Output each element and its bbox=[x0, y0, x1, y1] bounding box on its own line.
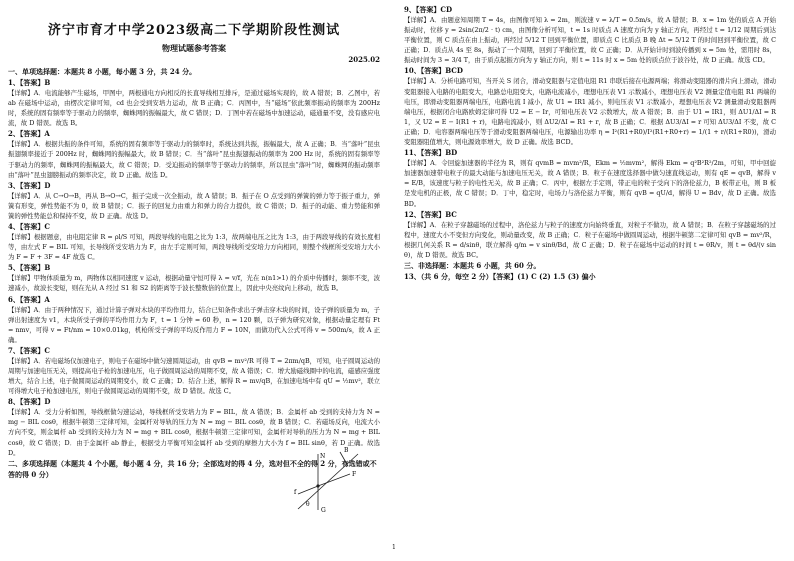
left-section-heading: 二、多项选择题（本题共 4 个小题，每小题 4 分，共 16 分；全部选对的得 4 分，选对但不全的得 2 分，有选错或不答的得 0 分） bbox=[8, 458, 377, 479]
right-column bbox=[404, 4, 776, 282]
left-explanation: 【详解】A．根据共振的条件可知，系统的固有频率等于驱动力的频率时，系统达到共振，振幅最大，故 A 正确；B．当“落叶”昆虫振翅频率接近于 200Hz 时，蜘蛛网的振幅最大，故 B 错误；C．当“落叶”昆虫振翅振动的频率为 200 Hz 时，系统的固有频率等于驱动力的频率，蜘蛛网的振幅最大，故 C 错误；D．受迫振动的频率等于驱动力的频率，所以昆虫“落叶”时，蜘蛛网的振动频率由“落叶”昆虫翅膀振动的频率决定，故 D 正确。故选 D。 bbox=[8, 140, 380, 179]
right-answer-heading: 11、【答案】BD bbox=[404, 148, 458, 158]
left-answer-heading: 3、【答案】D bbox=[8, 180, 51, 190]
left-answer-heading: 1、【答案】B bbox=[8, 78, 51, 87]
right-explanation: 【详解】A．分析电路可知，当开关 S 闭合，滑动变阻器与定值电阻 R1 串联后接在电源两端；将滑动变阻器的滑片向上滑动，滑动变阻器接入电路的电阻变大，电路总电阻变大，电路电流减小，理想电压表 V1 示数减小，理想电压表 V2 测量定值电阻 R1 两端的电压，即滑动变阻器两端电压，电路电流 I 减小，故 U1 = IR1 减小，则电压表 V1 示数减小，理想电压表 V2 测量滑动变阻器两端电压，根据闭合电路欧姆定律可得 U2 = E − Ir，可知电压表 V2 示数增大，故 A 错误；B．由于 U1 = IR1，则 ΔU1/ΔI = R1，又 U2 = E − I(R1 + r)，电路电流减小，则 ΔU2/ΔI = R1 + r，故 B 正确；C．根据 ΔU3/ΔI = r 可知 ΔU3/ΔI 不变，故 C 正确；D．电容器两端电压等于滑动变阻器两端电压，电源输出功率 η = I²(R1+R0)/I²(R1+R0+r) = 1/(1 + r/(R1+R0))，滑动变阻器阻值增大，则电源效率增大，故 D 正确。故选 BCD。 bbox=[404, 77, 776, 147]
right-section-heading: 三、非选择题：本题共 6 小题，共 60 分。 bbox=[404, 260, 541, 270]
left-answer-heading: 2、【答案】A bbox=[8, 129, 50, 139]
left-answer-heading: 4、【答案】C bbox=[8, 222, 50, 232]
left-answer-heading: 6、【答案】A bbox=[8, 294, 50, 304]
left-explanation: 【详解】A．由于两种情况下，通过计算子弹对木块的平均作用力，结合已知条件求出子弹击穿木块的时间，设子弹的质量为 m，子弹出射速度为 v1，木块所受子弹的平均作用力为 F，t = 1 分钟 = 60 秒，n = 120 颗，以子弹为研究对象，根据动量定理有 Ft = nmv，可得 v = Ft/nm = 10×0.01kg，机枪所受子弹的平均反作用力 F = 10N，而做功代入公式可得 v = 500m/s，故 A 正确。 bbox=[8, 305, 380, 344]
left-explanation: 【详解】根据题意，由电阻定律 R = ρl/S 可知，两段导线的电阻之比为 1:3，故两端电压之比为 1:3，由于两段导线的有效长度相等，由左式 F = BIL 可知，长导线所受安培力为 F，由左手定则可知，两段导线所受安培力方向相同，则整个线框所受安培力大小为 F = F + 3F = 4F 故选 C。 bbox=[8, 233, 380, 262]
left-body bbox=[8, 66, 380, 480]
left-explanation: 【详解】A．电流能够产生磁场，甲图中，两根通电方向相反的长直导线相互排斥，是通过磁场实现的，故 A 错误；B．乙图中，若 ab 在磁场中运动，由楞次定律可知，cd 也会受到安培力运动，故 B 正确；C．丙图中，当“磁场”依此频率振动的频率为 200Hz 时，系统的固有频率等于驱动力的频率，蜘蛛网的振幅最大，故 C 错误；D．丁图中若在磁场中加速运动，磁通量不变，没有感应电流，故 D 错误。故选 B。 bbox=[8, 89, 380, 128]
left-answer-heading: 8、【答案】D bbox=[8, 397, 51, 407]
right-answer-heading: 9、【答案】CD bbox=[404, 5, 453, 14]
label-theta: θ bbox=[306, 501, 310, 508]
page-number: 1 bbox=[392, 544, 396, 551]
page-subtitle: 物理试题参考答案 bbox=[162, 43, 226, 53]
left-answer-heading: 7、【答案】C bbox=[8, 345, 50, 355]
right-explanation: 【详解】A．由题意知周期 T = 4s，由图像可知 λ = 2m，则波速 v = λ/T = 0.5m/s，故 A 错误；B．x = 1m 处的质点 A 开始振动时，位移 y = 2sin(2π/2 · t) cm，由图像分析可知，t = 1s 时质点 A 速度方向为 y 轴正方向，再经过 t = 1/12 周期后到达平衡位置，则 C 质点在由上振动，再经过 5/12 T 回到平衡位置，即质点 C 比质点 B 晚 Δt = 5/12 T 的时间回到平衡位置，故 C 正确；D．质点从 4s 至 8s，振动了一个周期，回到了平衡位置，故 C 正确；D．从开始计时到波传播到 x = 5m 处，需用时 8s，振动时间为 3 = 3/4 T，由于质点起振方向为 y 轴正方向，则 t = 11s 时 x = 5m 处的质点位于波谷处，故 D 正确。故选 CD。 bbox=[404, 16, 776, 65]
field-b-line bbox=[340, 452, 348, 466]
label-g: G bbox=[321, 507, 326, 514]
date-label: 2025.02 bbox=[348, 55, 380, 64]
left-answer-heading: 5、【答案】B bbox=[8, 263, 51, 273]
vector-friction bbox=[298, 486, 318, 494]
right-answer-heading: 13、（共 6 分，每空 2 分）【答案】(1) C (2) 1.5 (3) 偏小 bbox=[404, 271, 596, 281]
label-friction: f bbox=[294, 489, 297, 496]
right-answer-heading: 10、【答案】BCD bbox=[404, 66, 463, 76]
left-section-heading: 一、单项选择题：本题共 8 小题，每小题 3 分，共 24 分。 bbox=[8, 67, 197, 76]
label-b: B bbox=[344, 447, 349, 454]
label-n: N bbox=[320, 453, 326, 460]
page-title: 济宁市育才中学2023级高二下学期阶段性测试 bbox=[47, 23, 341, 38]
left-explanation: 【详解】A．从 C→O→B，再从 B→O→C，振子完成一次全振动，故 A 错误；B．振子在 O 点受到的弹簧的弹力等于振子重力，弹簧有形变，弹性势能不为 0，故 B 错误；C．振子的回复力由重力和弹力的合力提供，故 C 错误；D．振子的动能、重力势能和弹簧的弹性势能总和保持不变，故 D 正确。故选 D。 bbox=[8, 191, 380, 220]
right-explanation: 【详解】A．在粒子穿越磁场的过程中，洛伦兹力与粒子的速度方向始终垂直，对粒子不做功，故 A 错误；B．在粒子穿越磁场的过程中，速度大小不变但方向变化，则动量改变，故 B 正确；C．粒子在磁场中做圆周运动，根据牛顿第二定律可知 qvB = mv²/R，根据几何关系 R = d/sinθ，联立解得 q/m = v sinθ/Bd，故 C 正确；D．粒子在磁场中运动的时间 t = θR/v，则 t = θd/(v sinθ)，故 D 错误。故选 BC。 bbox=[404, 220, 776, 259]
force-diagram bbox=[278, 444, 368, 514]
label-f: F bbox=[352, 471, 357, 478]
left-explanation: 【详解】A．受力分析如图，导线框做匀速运动，导线框所受安培力为 F = BIL，故 A 错误；B．金属杆 ab 受到的支持力为 N = mg − BIL cosθ，根据牛顿第三定律可知，金属杆对导轨的压力为 N = mg − BIL cosθ，故 B 错误；C．若磁场反向，电流大小方向不变，则金属杆 ab 受到的支持力为 N = mg + BIL cosθ，根据牛顿第三定律可知，金属杆对导轨的压力为 N = mg + BIL cosθ，故 C 错误；D．由于金属杆 ab 静止，根据受力平衡可知金属杆 ab 受到的摩擦力大小为 f = BIL sinθ，若 D 正确。故选 D。 bbox=[8, 408, 380, 457]
left-explanation: 【详解】A．若电磁场仅加速电子，则电子在磁场中做匀速圆周运动，由 qvB = mv²/R 可得 T = 2πm/qB，可知，电子圆周运动的周期与加速电压无关，则提高电子枪的加速电压，电子做圆周运动的周期不变，故 A 错误；C．增大励磁线圈中的电流，磁感应强度增大，结合上述，电子做圆周运动的周期变小，故 C 正确；D．结合上述，解得 R = mv/qB，在加速电场中有 qU = ½mv²，联立可得增大电子枪加速电压，则电子做圆周运动的周期不变，故 D 错误。故选 C。 bbox=[8, 356, 381, 396]
right-explanation: 【详解】A．令回旋加速器的半径为 R，则有 qvmB = mvm²/R，Ekm = ½mvm²，解得 Ekm = q²B²R²/2m，可知，甲中回旋加速器加速带电粒子的最大动能与加速电压无关，故 A 错误；B．粒子在速度选择器中做匀速直线运动，则有 qE = qvB，解得 v = E/B，该速度与粒子的电性无关，故 B 正确；C．丙中，根据左手定则，带正电的粒子受向下的洛伦兹力，B 板带正电，则 B 板是发电机的正极，故 C 错误；D．丁中，稳定时，电场力与洛伦兹力平衡，则有 qvB = qU/d，解得 U = Bdv，故 D 正确。故选 BD。 bbox=[404, 159, 776, 208]
right-answer-heading: 12、【答案】BC bbox=[404, 209, 457, 219]
left-explanation: 【详解】甲物体质量为 m，两物体以相同速度 v 运动，根据动量守恒可得 λ = v/f，光在 n(n1>1) 的介质中传播时，频率不变，波速减小，故波长变短，则在光从 A 经过 S1 和 S2 的距离等于波长整数倍的位置上，因此中央亮纹向上移动，故选 B。 bbox=[8, 274, 380, 293]
left-column bbox=[8, 18, 380, 480]
right-body bbox=[404, 4, 776, 282]
